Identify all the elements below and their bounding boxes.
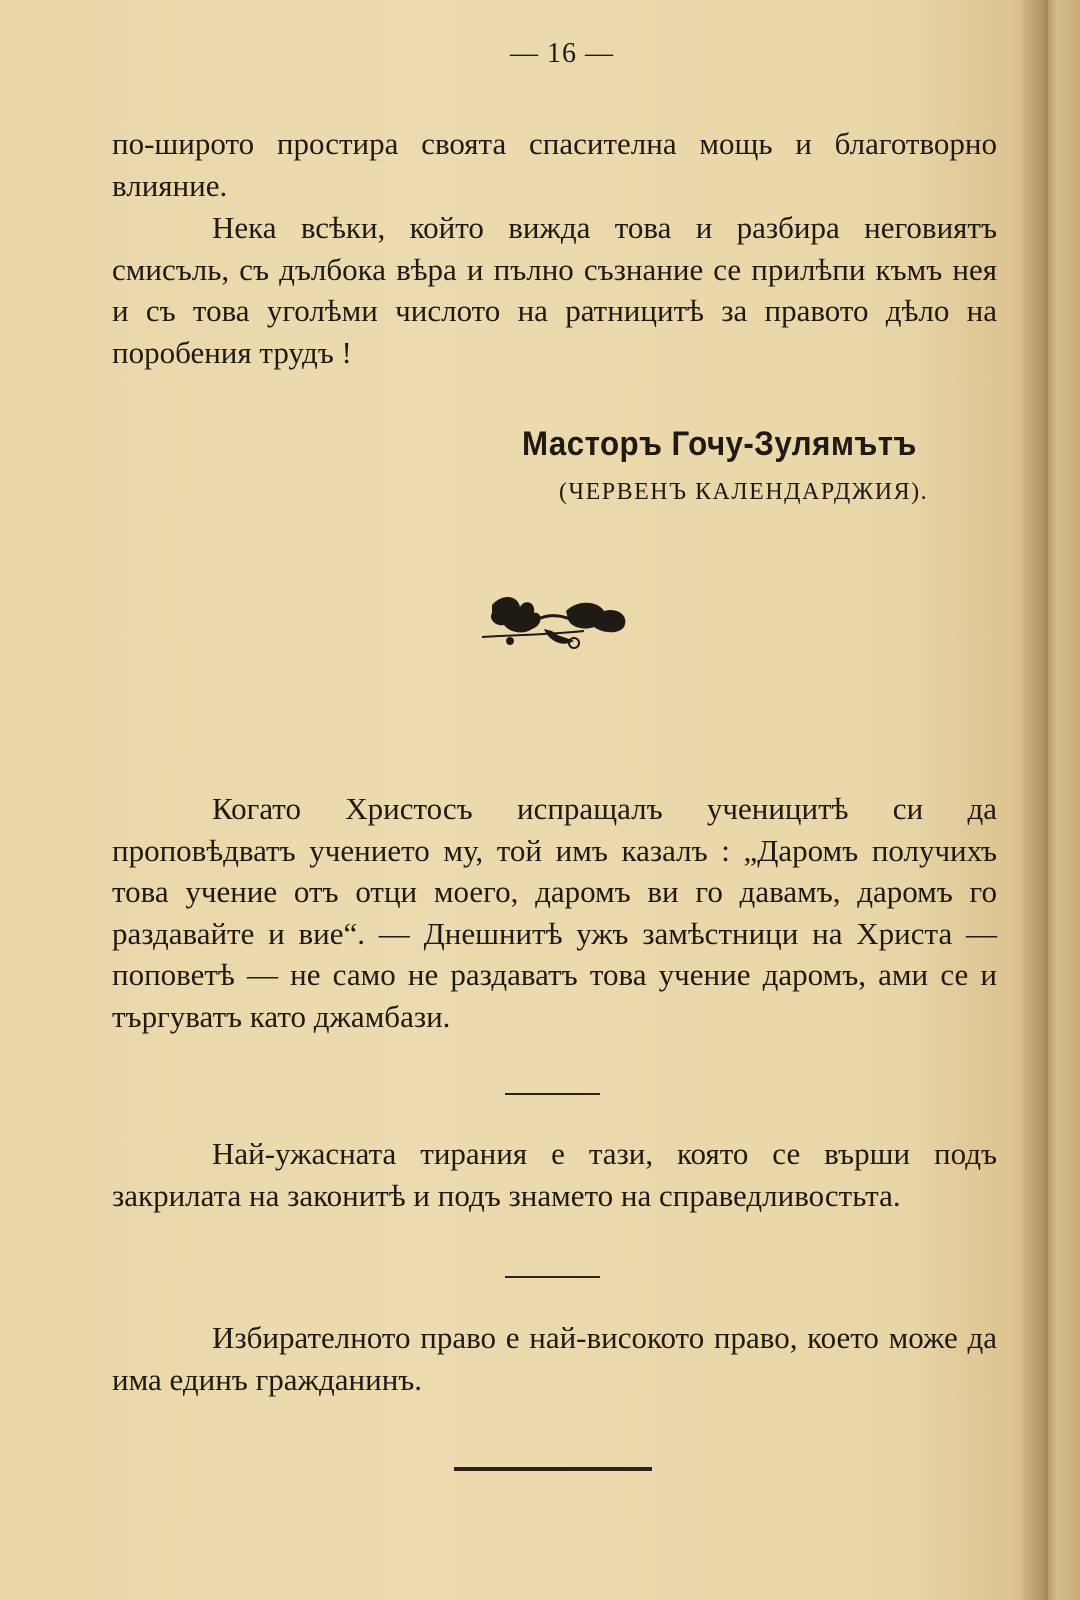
floral-ornament-icon bbox=[474, 585, 634, 655]
paragraph-appeal: Нека всѣки, който вижда това и разбира неговиятъ смисъль, съ дълбока вѣра и пълно съзнание се прилѣпи къмъ нея и съ това уголѣми числото на ратницитѣ за правото дѣло на поробения трудъ ! bbox=[112, 210, 997, 370]
author-signature: Масторъ Гочу-Зулямътъ bbox=[522, 425, 917, 463]
end-divider bbox=[454, 1467, 652, 1471]
paragraph-christ-quote: Когато Христосъ испращалъ ученицитѣ си да проповѣдватъ учението му, той имъ казалъ : „Даромъ получихъ това учение отъ отци моего, даромъ ви го давамъ, даромъ го раздавайте и вие“. — Днешнитѣ ужъ замѣстници на Христа — поповетѣ — не само не раздаватъ това учение даромъ, ами се и търгуватъ като джамбази. bbox=[112, 791, 997, 1034]
paragraph-voting-right: Избирателното право е най-високото право, което може да има единъ гражданинъ. bbox=[112, 1320, 997, 1397]
author-note: (ЧЕРВЕНЪ КАЛЕНДАРДЖИЯ). bbox=[559, 479, 929, 505]
paragraph-tyranny: Най-ужасната тирания е тази, която се върши подъ закрилата на законитѣ и подъ знамето на справедливостьта. bbox=[112, 1136, 997, 1213]
page-edge bbox=[1048, 0, 1080, 1600]
section-divider bbox=[505, 1093, 600, 1095]
section-divider bbox=[505, 1276, 600, 1278]
page-number: — 16 — bbox=[510, 38, 614, 69]
paragraph-continuation: по-широто простира своята спасителна мощь и благотворно влияние. bbox=[112, 126, 997, 203]
